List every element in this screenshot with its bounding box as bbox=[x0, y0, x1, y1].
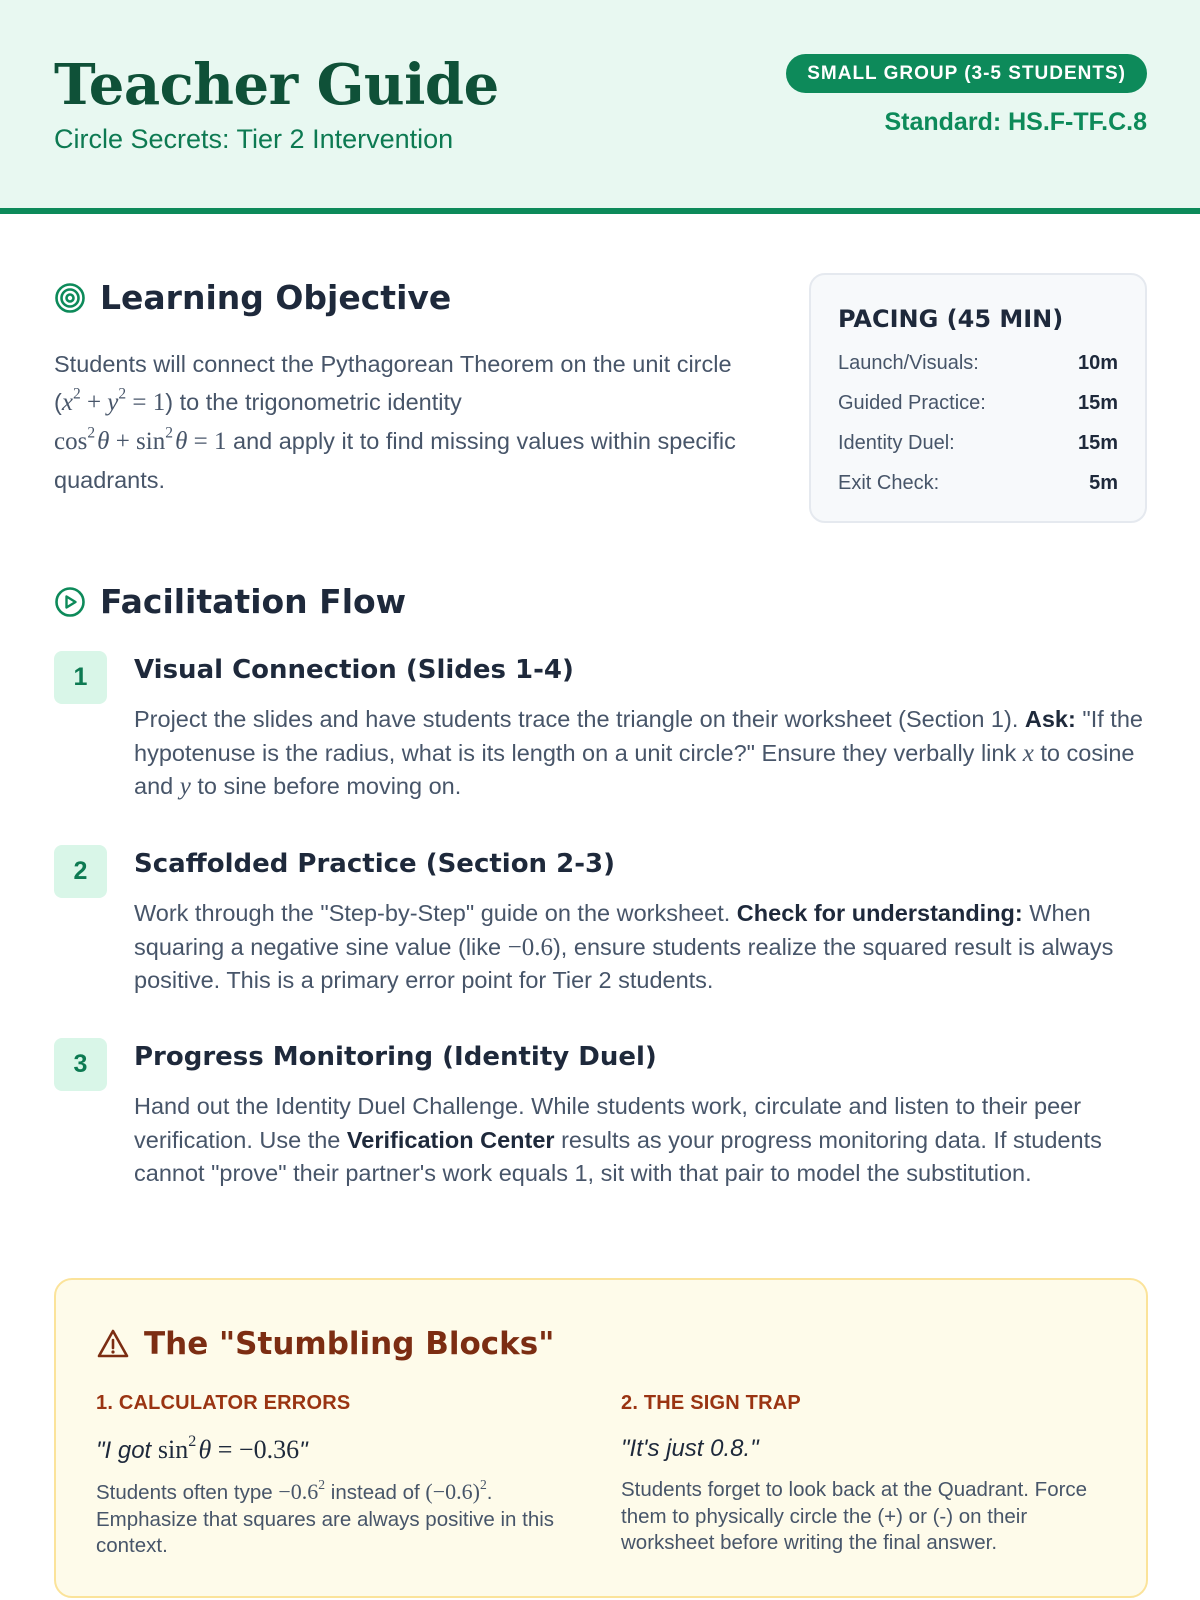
objective-header bbox=[54, 278, 451, 317]
step-description: Work through the "Step-by-Step" guide on the worksheet. Check for understanding: When squaring a negative sine value (like −0.6), ensure students realize the squared result is always positive. This is a primary error point for Tier 2 students. bbox=[134, 900, 1114, 993]
stumbling-block-item bbox=[96, 1392, 574, 1560]
pacing-value: 10m bbox=[1077, 351, 1118, 374]
pacing-label: Exit Check: bbox=[838, 471, 940, 494]
step-number: 1 bbox=[54, 651, 107, 704]
student-quote: "It's just 0.8." bbox=[621, 1435, 759, 1462]
pacing-row bbox=[838, 348, 1118, 378]
stumbling-block-text: Students forget to look back at the Quadrant. Force them to physically circle the (+) or (-) on their worksheet before writing the final answer. bbox=[621, 1478, 1088, 1554]
pacing-title: PACING (45 MIN) bbox=[838, 305, 1064, 333]
target-icon bbox=[54, 282, 86, 314]
pacing-row bbox=[838, 468, 1118, 498]
step-description: Project the slides and have students trace the triangle on their worksheet (Section 1). Ask: "If the hypotenuse is the radius, what is its length on a unit circle?" Ensure they verbally link x to cosine and y to sine before moving on. bbox=[134, 706, 1143, 800]
pacing-value: 5m bbox=[1089, 471, 1118, 494]
stumbling-blocks-header bbox=[96, 1326, 554, 1362]
pacing-row bbox=[838, 428, 1118, 458]
pacing-row bbox=[838, 388, 1118, 418]
pacing-label: Identity Duel: bbox=[838, 431, 955, 454]
stumbling-block-heading: 1. CALCULATOR ERRORS bbox=[96, 1392, 351, 1414]
warning-triangle-icon bbox=[96, 1327, 130, 1361]
stumbling-blocks-callout bbox=[54, 1278, 1148, 1598]
page-header bbox=[0, 0, 1200, 214]
unit-circle-equation: $x^2 + y^2 = 1$ bbox=[61, 385, 166, 416]
objective-heading: Learning Objective bbox=[100, 278, 452, 317]
step-title: Visual Connection (Slides 1-4) bbox=[134, 655, 574, 685]
standard-label: Standard: HS.F-TF.C.8 bbox=[884, 108, 1147, 136]
stumbling-block-item bbox=[621, 1392, 1099, 1557]
step-number: 3 bbox=[54, 1038, 107, 1091]
objective-text: Students will connect the Pythagorean Theorem on the unit circle $(x^2 + y^2 = 1)$ to the trigonometric identity $\cos^2$ $\theta + \sin^2$ θ = 1 and apply it to find missing values within specific quadrants. bbox=[54, 351, 736, 493]
pythagorean-identity: $\cos^2$ $\theta + \sin^2$ θ = 1 bbox=[54, 424, 227, 455]
pacing-card bbox=[809, 273, 1147, 523]
step-title: Scaffolded Practice (Section 2-3) bbox=[134, 849, 615, 879]
step-number: 2 bbox=[54, 845, 107, 898]
page-title: Teacher Guide bbox=[54, 52, 499, 118]
stumbling-blocks-heading: The "Stumbling Blocks" bbox=[144, 1326, 555, 1362]
flow-header bbox=[54, 582, 406, 621]
stumbling-block-heading: 2. THE SIGN TRAP bbox=[621, 1392, 801, 1414]
play-circle-icon bbox=[54, 586, 86, 618]
flow-heading: Facilitation Flow bbox=[100, 582, 407, 621]
stumbling-block-text: Students often type $-0.6^2$ instead of $(-0.6)^2$. Emphasize that squares are always positive in this context. bbox=[96, 1476, 555, 1557]
page-subtitle: Circle Secrets: Tier 2 Intervention bbox=[54, 124, 454, 154]
pacing-label: Launch/Visuals: bbox=[838, 351, 979, 374]
pacing-label: Guided Practice: bbox=[838, 391, 986, 414]
student-quote: "I got $\sin^2$ θ = −0.36" bbox=[96, 1432, 308, 1464]
pacing-value: 15m bbox=[1077, 391, 1118, 414]
pacing-value: 15m bbox=[1077, 431, 1118, 454]
step-title: Progress Monitoring (Identity Duel) bbox=[134, 1042, 657, 1072]
group-size-badge: SMALL GROUP (3-5 STUDENTS) bbox=[786, 54, 1147, 93]
step-description: Hand out the Identity Duel Challenge. While students work, circulate and listen to their peer verification. Use the Verification Center results as your progress monitoring data. If students cannot "prove" their partner's work equals 1, sit with that pair to model the substitution. bbox=[134, 1093, 1102, 1186]
